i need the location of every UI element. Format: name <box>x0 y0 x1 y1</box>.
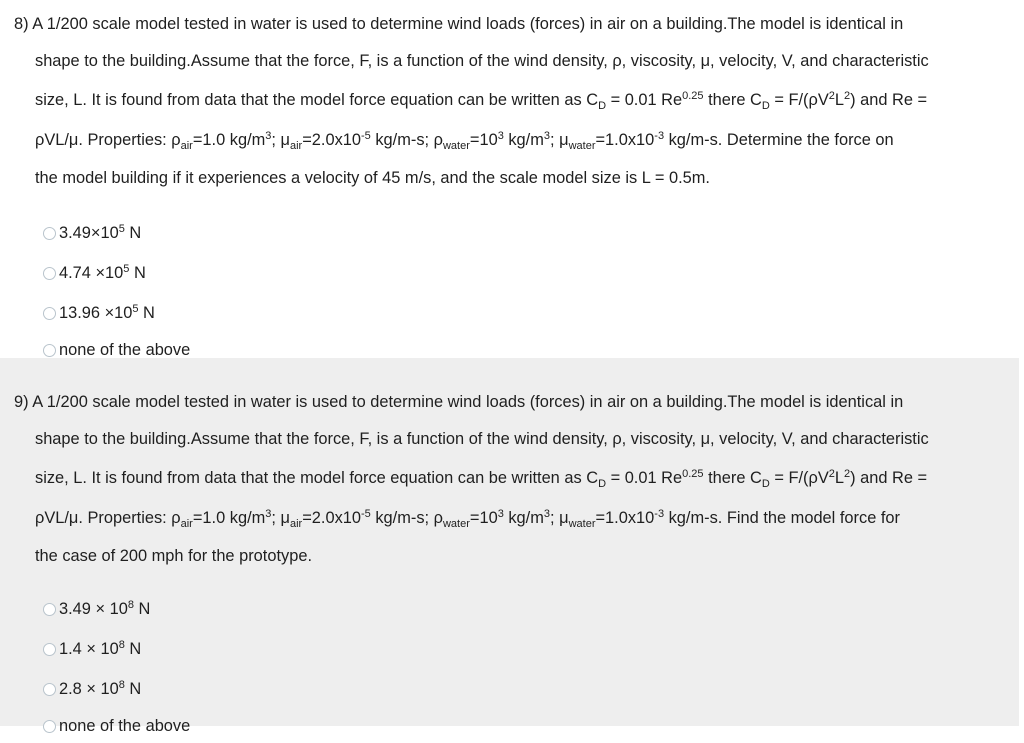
radio-button[interactable] <box>43 227 56 240</box>
option-label: $3.49 \times 10^8$ N <box>59 598 151 618</box>
question-text-line: ρVL/μ. Properties: $\rho_{air}=1.0$ $kg/m^3$; $\mu_{air}=2.0x10^{-5}$ kg/m-s; $\rho_{water}=10^3$ $kg/m^3$; $\mu_{water}=1.0x10^{-3}$ kg/m-s. Determine the force on <box>35 130 894 152</box>
radio-button[interactable] <box>43 683 56 696</box>
question-text-line: 9) A 1/200 scale model tested in water is used to determine wind loads (forces) in air on a building.The model is identical in <box>14 393 904 411</box>
question-text-line: size, L. It is found from data that the model force equation can be written as $C_D = 0.01$ $Re^{0.25}$ there $C_D = F/(\rho V^2L^2)$ and Re = <box>35 468 928 490</box>
answer-option[interactable] <box>43 709 1019 743</box>
radio-button[interactable] <box>43 720 56 733</box>
question-9 <box>0 358 1019 735</box>
radio-button[interactable] <box>43 267 56 280</box>
option-label: none of the above <box>59 716 191 735</box>
answer-option[interactable] <box>43 589 1019 629</box>
option-label: $4.74 \times 10^5$ N <box>59 262 146 282</box>
option-label: $3.49\times 10^5$ N <box>59 222 142 242</box>
answer-option[interactable] <box>43 253 1019 293</box>
answer-options <box>14 589 1019 743</box>
question-text-line: shape to the building.Assume that the force, F, is a function of the wind density, ρ, viscosity, μ, velocity, V, and characteristic <box>35 52 929 70</box>
answer-option[interactable] <box>43 213 1019 253</box>
answer-options <box>14 213 1019 367</box>
answer-option[interactable] <box>43 669 1019 709</box>
option-label: $1.4 \times 10^8$ N <box>59 638 142 658</box>
option-label: none of the above <box>59 340 191 359</box>
answer-option[interactable] <box>43 629 1019 669</box>
radio-button[interactable] <box>43 603 56 616</box>
question-text-line: the case of 200 mph for the prototype. <box>35 547 312 565</box>
radio-button[interactable] <box>43 344 56 357</box>
question-8 <box>0 0 1019 358</box>
question-9-text <box>14 384 1009 575</box>
question-8-text <box>14 6 1009 197</box>
radio-button[interactable] <box>43 307 56 320</box>
option-label: $13.96 \times 10^5$ N <box>59 302 155 322</box>
option-label: $2.8 \times 10^8$ N <box>59 678 142 698</box>
question-text-line: size, L. It is found from data that the model force equation can be written as $C_D = 0.01$ $Re^{0.25}$ there $C_D = F/(\rho V^2L^2)$ and Re = <box>35 90 928 112</box>
question-text-line: shape to the building.Assume that the force, F, is a function of the wind density, ρ, viscosity, μ, velocity, V, and characteristic <box>35 430 929 448</box>
answer-option[interactable] <box>43 293 1019 333</box>
radio-button[interactable] <box>43 643 56 656</box>
question-text-line: the model building if it experiences a velocity of 45 m/s, and the scale model size is L = 0.5m. <box>35 169 710 187</box>
question-text-line: ρVL/μ. Properties: $\rho_{air}=1.0$ $kg/m^3$; $\mu_{air}=2.0x10^{-5}$ kg/m-s; $\rho_{water}=10^3$ $kg/m^3$; $\mu_{water}=1.0x10^{-3}$ kg/m-s. Find the model force for <box>35 508 900 530</box>
question-text-line: 8) A 1/200 scale model tested in water is used to determine wind loads (forces) in air on a building.The model is identical in <box>14 15 904 33</box>
